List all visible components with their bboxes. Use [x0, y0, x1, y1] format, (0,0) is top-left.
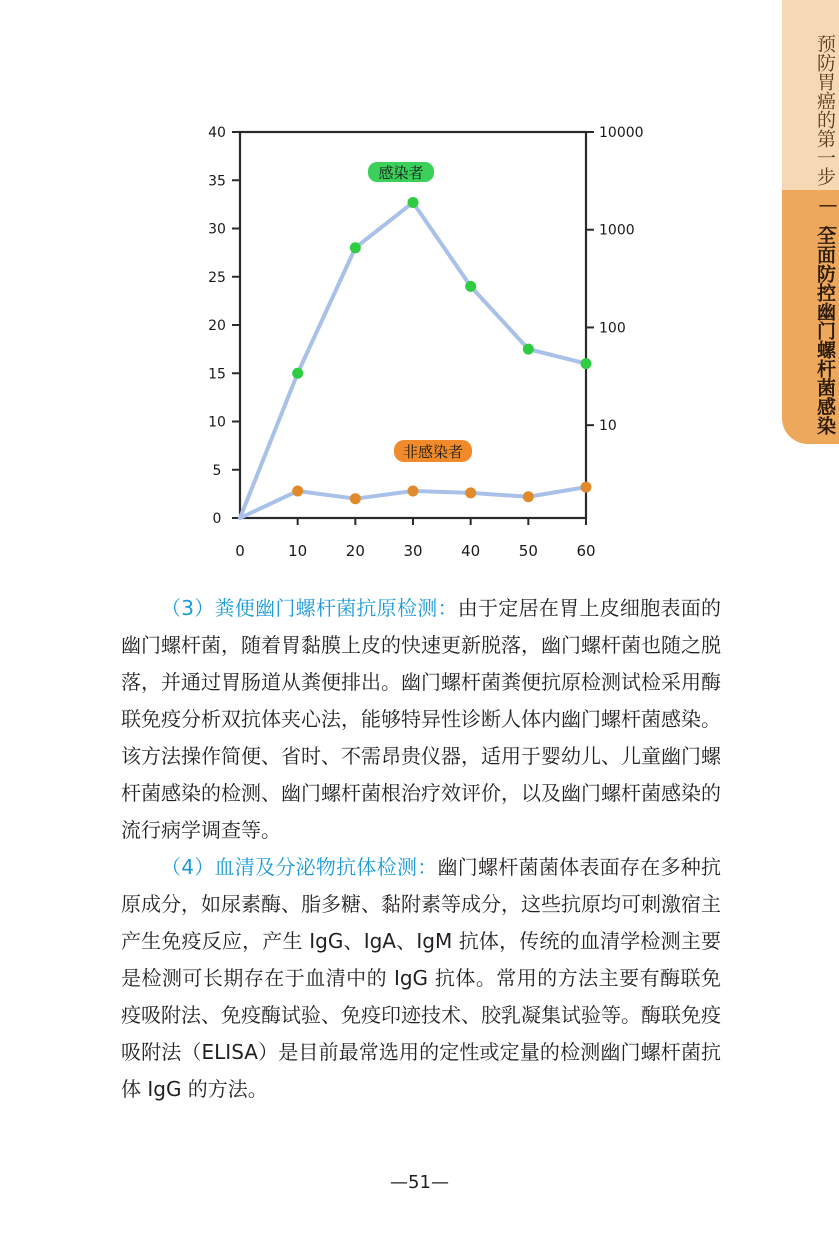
side-tab-title-part2: 全面防控幽门螺杆菌感染 — [814, 226, 836, 435]
data-point-uninfected — [350, 493, 361, 504]
y-left-tick-label: 20 — [208, 318, 226, 334]
y-left-tick-label: 5 — [212, 462, 222, 479]
data-point-uninfected — [465, 487, 476, 498]
paragraph-serum-antibody — [121, 849, 721, 1108]
y-left-tick-label: 15 — [208, 366, 226, 383]
y-left-tick-label: 10 — [208, 414, 226, 431]
paragraph-heading: （3）粪便幽门螺杆菌抗原检测： — [161, 596, 458, 620]
y-left-tick-label: 0 — [212, 511, 222, 527]
x-tick-label: 10 — [288, 542, 308, 560]
paragraph-text: 幽门螺杆菌菌体表面存在多种抗原成分，如尿素酶、脂多糖、黏附素等成分，这些抗原均可刺激宿主产生免疫反应，产生 IgG、IgA、IgM 抗体，传统的血清学检测主要是检测可长期存在于血清中的 IgG 抗体。常用的方法主要有酶联免疫吸附法、免疫酶试验、免疫印迹技术、胶乳凝集试验等。酶联免疫吸附法（ELISA）是目前最常选用的定性或定量的检测幽门螺杆菌抗体 IgG 的方法。 — [121, 855, 721, 1101]
paragraph-heading: （4）血清及分泌物抗体检测： — [161, 855, 438, 879]
chapter-side-tab — [782, 0, 839, 444]
x-tick-label: 50 — [518, 542, 538, 560]
y-left-tick-label: 30 — [208, 221, 226, 238]
label-infected: 感染者 — [378, 164, 424, 182]
data-point-infected — [581, 358, 592, 369]
data-point-infected — [292, 368, 303, 379]
paragraph-stool-antigen — [121, 590, 721, 849]
series-line-infected — [240, 202, 586, 518]
data-point-uninfected — [581, 482, 592, 493]
body-text — [121, 590, 721, 1108]
paragraph-text: 由于定居在胃上皮细胞表面的幽门螺杆菌，随着胃黏膜上皮的快速更新脱落，幽门螺杆菌也随之脱落，并通过胃肠道从粪便排出。幽门螺杆菌粪便抗原检测试检采用酶联免疫分析双抗体夹心法，能够特异性诊断人体内幽门螺杆菌感染。该方法操作简便、省时、不需昂贵仪器，适用于婴幼儿、儿童幽门螺杆菌感染的检测、幽门螺杆菌根治疗效评价，以及幽门螺杆菌感染的流行病学调查等。 — [121, 596, 721, 842]
x-tick-label: 0 — [235, 542, 245, 560]
y-right-tick-label: 100 — [599, 320, 626, 337]
y-left-tick-label: 35 — [208, 173, 226, 190]
data-point-infected — [465, 281, 476, 292]
y-right-tick-label: 10 — [599, 418, 617, 435]
data-point-uninfected — [292, 485, 303, 496]
antibody-chart — [195, 110, 655, 580]
x-tick-label: 20 — [345, 542, 365, 560]
data-point-uninfected — [523, 491, 534, 502]
data-point-uninfected — [408, 485, 419, 496]
data-point-infected — [523, 344, 534, 355]
label-uninfected: 非感染者 — [402, 443, 464, 461]
side-tab-title-part1: 预防胃癌的第一步 — [814, 34, 836, 186]
x-tick-label: 30 — [403, 542, 423, 560]
x-tick-label: 60 — [576, 542, 596, 560]
data-point-infected — [408, 197, 419, 208]
side-tab-dash: —— — [817, 194, 839, 238]
page-number: —51— — [390, 1172, 449, 1193]
y-left-tick-label: 25 — [208, 269, 226, 286]
y-right-tick-label: 1000 — [599, 222, 635, 239]
data-point-infected — [350, 242, 361, 253]
y-right-tick-label: 10000 — [599, 125, 644, 141]
y-left-tick-label: 40 — [208, 125, 226, 141]
x-tick-label: 40 — [461, 542, 481, 560]
